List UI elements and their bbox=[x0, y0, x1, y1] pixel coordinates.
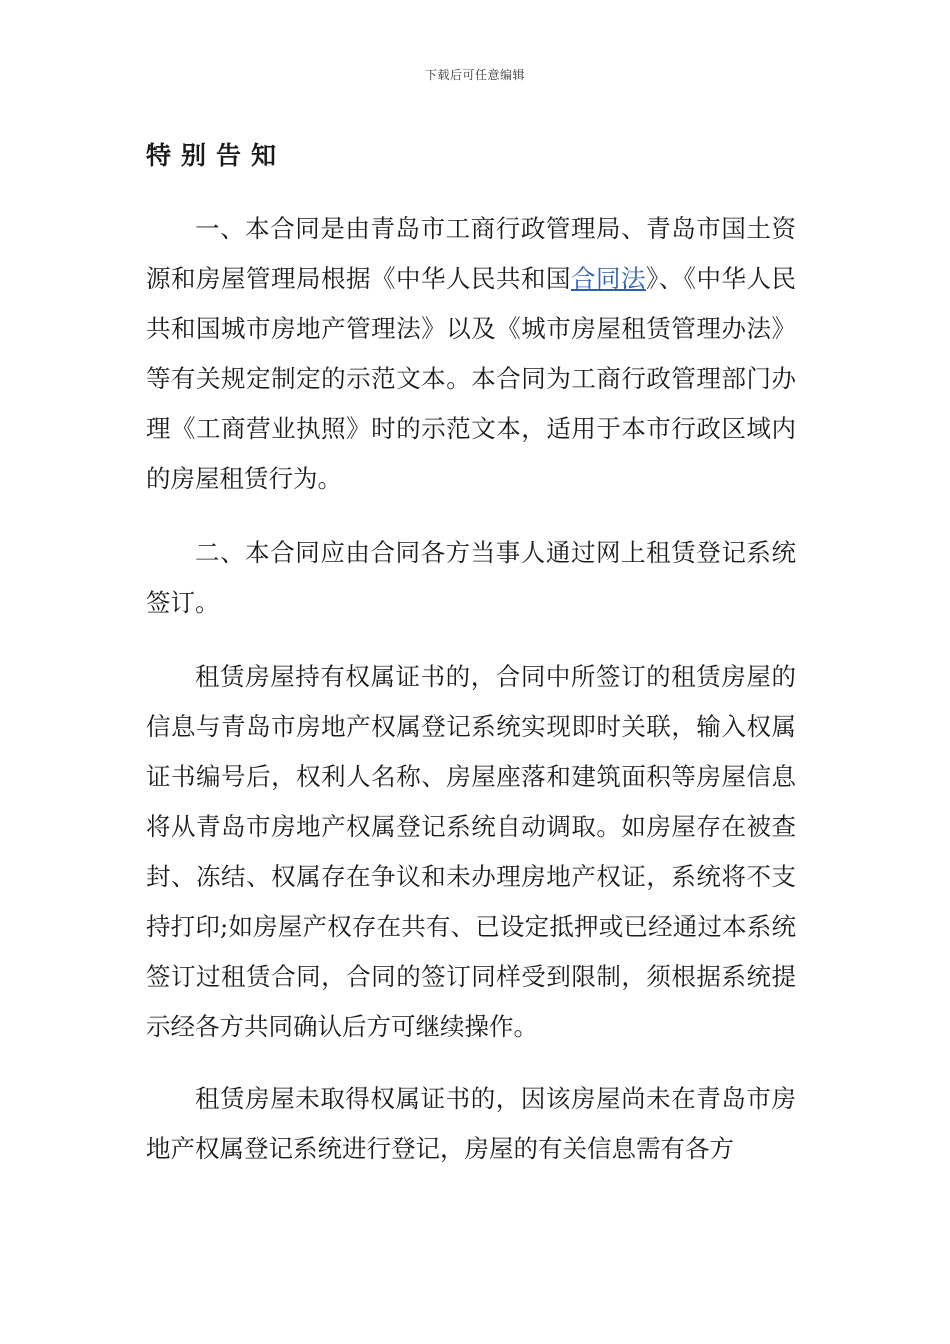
contract-law-link[interactable]: 合同法 bbox=[571, 264, 646, 293]
page-header-note: 下载后可任意编辑 bbox=[424, 68, 525, 82]
paragraph-3: 租赁房屋持有权属证书的，合同中所签订的租赁房屋的信息与青岛市房地产权属登记系统实现即时关联，输入权属证书编号后，权利人名称、房屋座落和建筑面积等房屋信息将从青岛市房地产权属登记系统自动调取。如房屋存在被查封、冻结、权属存在争议和未办理房地产权证，系统将不支持打印;如房屋产权存在共有、已设定抵押或已经通过本系统签订过租赁合同，合同的签订同样受到限制，须根据系统提示经各方共同确认后方可继续操作。 bbox=[146, 662, 796, 1041]
document-title: 特别告知 bbox=[146, 141, 287, 170]
paragraph-1-text-start: 一、本合同是由青岛市工商行政管理局、青岛市国土资源和房屋管理局根据《中华人民共和国 bbox=[146, 214, 796, 293]
paragraph-1-text-end: 》、《中华人民共和国城市房地产管理法》以及《城市房屋租赁管理办法》等有关规定制定的示范文本。本合同为工商行政管理部门办理《工商营业执照》时的示范文本，适用于本市行政区域内的房屋租赁行为。 bbox=[146, 264, 796, 493]
paragraph-2: 二、本合同应由合同各方当事人通过网上租赁登记系统签订。 bbox=[146, 538, 796, 617]
paragraph-1 bbox=[146, 204, 796, 504]
paragraph-4: 租赁房屋未取得权属证书的，因该房屋尚未在青岛市房地产权属登记系统进行登记，房屋的有关信息需有各方 bbox=[146, 1084, 796, 1163]
